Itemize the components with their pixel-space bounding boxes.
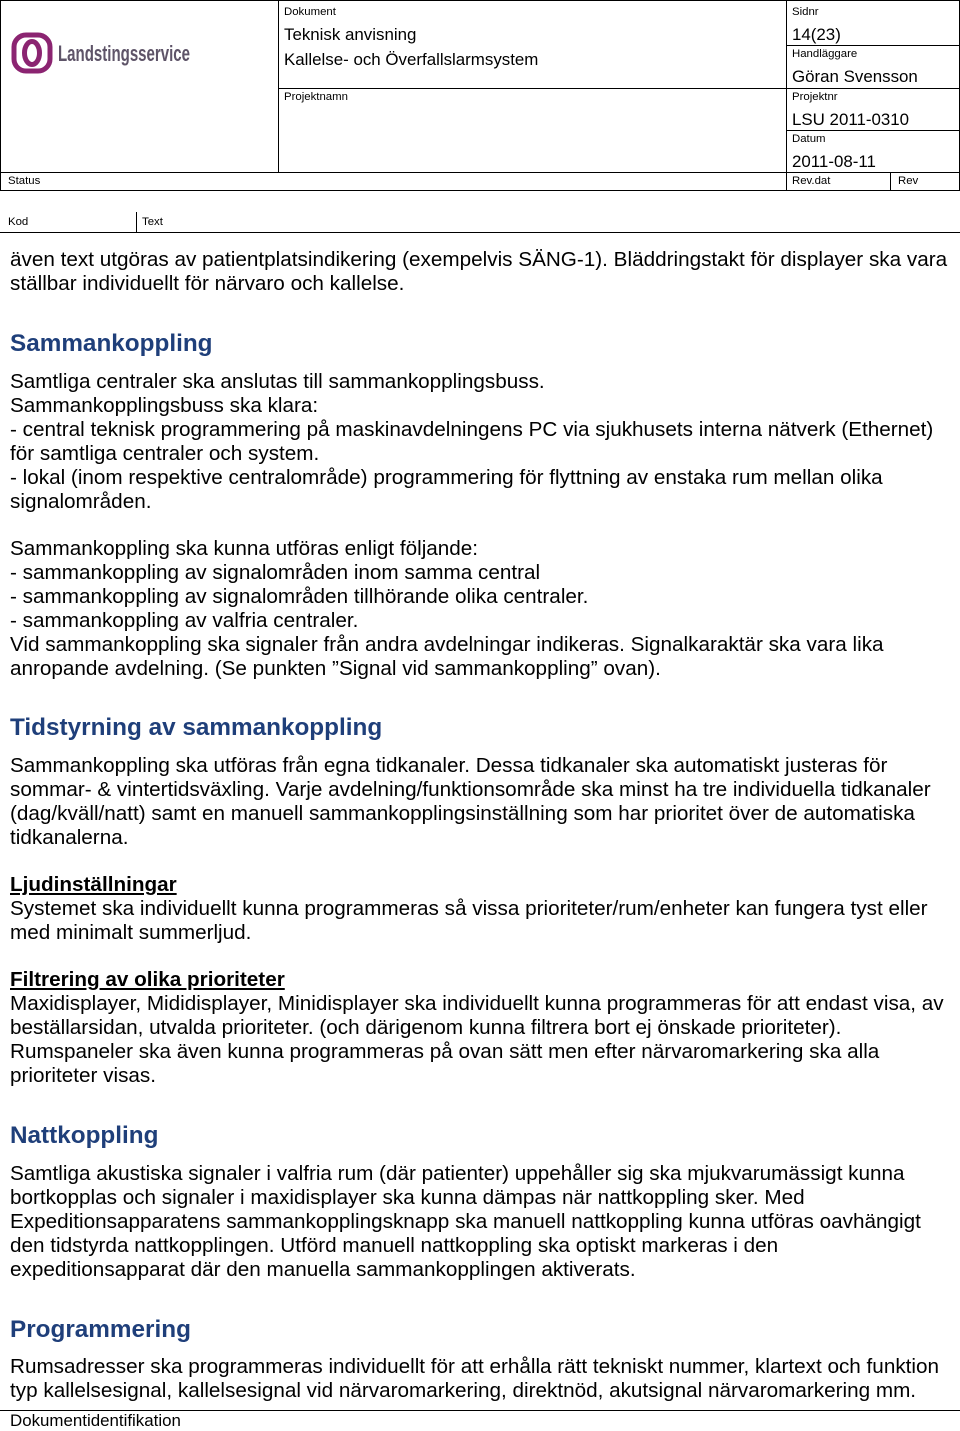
header-top-border	[0, 0, 960, 1]
text-line: - sammankoppling av valfria centraler.	[10, 609, 359, 632]
status-row-top	[0, 172, 960, 173]
text-line: den tidstyrda nattkopplingen. Utförd manuell nattkoppling ska optiskt markeras i den	[10, 1234, 779, 1257]
paragraph-intro	[10, 248, 955, 296]
section-heading-nattkoppling: Nattkoppling	[10, 1122, 159, 1149]
subheading-ljudinstallningar: Ljudinställningar	[10, 873, 177, 896]
section-heading-programmering: Programmering	[10, 1316, 191, 1343]
date-value: 2011-08-11	[792, 152, 876, 171]
document-title: Kallelse- och Överfallslarmsystem	[284, 50, 539, 69]
section-heading-sammankoppling: Sammankoppling	[10, 330, 213, 357]
revision-date-label: Rev.dat	[792, 175, 831, 187]
rev-column-divider	[890, 172, 891, 190]
subheading-filtrering: Filtrering av olika prioriteter	[10, 968, 285, 991]
logo	[10, 30, 200, 78]
logo-column-divider	[278, 0, 279, 172]
text-line: tidkanalerna.	[10, 826, 129, 849]
text-line: Sammankoppling ska utföras från egna tidkanaler. Dessa tidkanaler ska automatiskt justeras för	[10, 754, 888, 777]
text-line: - lokal (inom respektive centralområde) programmering för flyttning av enstaka rum mellan olika	[10, 466, 883, 489]
text-line: ställbar individuellt för närvaro och kallelse.	[10, 272, 405, 295]
text-line: Sammankopplingsbuss ska klara:	[10, 394, 319, 417]
text-line: Samtliga akustiska signaler i valfria rum (där patienter) uppehåller sig ska mjukvarumässigt kunna	[10, 1162, 905, 1185]
paragraph	[10, 1355, 955, 1403]
paragraph	[10, 1162, 955, 1282]
project-name-label: Projektnamn	[284, 91, 348, 103]
text-line: Expeditionsapparatens sammankopplingsknapp ska manuell nattkoppling kunna utföras oavhängigt	[10, 1210, 921, 1233]
text-line: - sammankoppling av signalområden inom samma central	[10, 561, 541, 584]
status-row-bottom	[0, 190, 960, 191]
text-line: (dag/kväll/natt) samt en manuell sammankopplingsinställning som har prioritet över de automatiska	[10, 802, 915, 825]
page-number: 14(23)	[792, 25, 841, 44]
text-column-label: Text	[142, 216, 163, 228]
document-type: Teknisk anvisning	[284, 25, 417, 44]
text-line: för samtliga centraler och system.	[10, 442, 320, 465]
handler-name: Göran Svensson	[792, 67, 918, 86]
section-heading-tidstyrning: Tidstyrning av sammankoppling	[10, 714, 383, 741]
text-line: även text utgöras av patientplatsindikering (exempelvis SÄNG-1). Bläddringstakt för displayer ska vara	[10, 248, 948, 271]
header-left-border	[0, 0, 1, 190]
text-line: bortkopplas och signaler i maxidisplayer ska kunna dämpas när nattkoppling sker. Med	[10, 1186, 805, 1209]
text-line: Systemet ska individuellt kunna programmeras så vissa prioriteter/rum/enheter kan fungera tyst eller	[10, 897, 928, 920]
revision-label: Rev	[898, 175, 919, 187]
header-mid-divider	[278, 88, 960, 89]
text-line: Rumspaneler ska även kunna programmeras på ovan sätt men efter närvaromarkering ska alla	[10, 1040, 880, 1063]
paragraph-filtrering	[10, 968, 955, 1088]
paragraph	[10, 537, 955, 681]
paragraph-ljudinstallningar	[10, 873, 955, 945]
code-row-bottom	[0, 232, 960, 233]
text-line: signalområden.	[10, 490, 152, 513]
text-line: anropande avdelning. (Se punkten ”Signal vid sammankoppling” ovan).	[10, 657, 661, 680]
logo-text: Landstingsservice	[58, 41, 190, 66]
text-line: beställarsidan, utvalda prioriteter. (och därigenom kunna filtrera bort ej önskade prioriteter).	[10, 1016, 842, 1039]
paragraph	[10, 754, 955, 850]
text-line: Samtliga centraler ska anslutas till sammankopplingsbuss.	[10, 370, 545, 393]
text-line: typ kallelsesignal, kallelsesignal vid närvaromarkering, direktnöd, akutsignal närvaromarkering mm.	[10, 1379, 917, 1402]
text-line: Vid sammankoppling ska signaler från andra avdelningar indikeras. Signalkaraktär ska vara lika	[10, 633, 884, 656]
text-line: Maxidisplayer, Mididisplayer, Minidisplayer ska individuellt kunna programmeras för att endast visa, av	[10, 992, 944, 1015]
text-line: sommar- & vintertidsväxling. Varje avdelning/funktionsområde ska minst ha tre individuella tidkanaler	[10, 778, 931, 801]
text-line: - central teknisk programmering på maskinavdelningens PC via sjukhusets interna nätverk (Ethernet)	[10, 418, 934, 441]
text-line: prioriteter visas.	[10, 1064, 157, 1087]
page-number-label: Sidnr	[792, 6, 819, 18]
logo-symbol-icon	[14, 35, 50, 71]
text-line: expeditionsapparat där den manuella sammankopplingen aktiverats.	[10, 1258, 636, 1281]
handler-label: Handläggare	[792, 48, 858, 60]
project-number-label: Projektnr	[792, 91, 838, 103]
right-cell-divider	[786, 45, 960, 46]
text-line: - sammankoppling av signalområden tillhörande olika centraler.	[10, 585, 589, 608]
status-label: Status	[8, 175, 41, 187]
text-line: med minimalt summerljud.	[10, 921, 252, 944]
text-line: Sammankoppling ska kunna utföras enligt följande:	[10, 537, 479, 560]
right-column-divider	[786, 0, 787, 190]
right-cell-divider	[786, 130, 960, 131]
paragraph	[10, 370, 955, 514]
date-label: Datum	[792, 133, 826, 145]
document-label: Dokument	[284, 6, 336, 18]
code-text-divider	[136, 212, 137, 232]
text-line: Rumsadresser ska programmeras individuellt för att erhålla rätt tekniskt nummer, klartext och funktion	[10, 1355, 940, 1378]
code-column-label: Kod	[8, 216, 29, 228]
document-identification-label: Dokumentidentifikation	[10, 1411, 181, 1430]
project-number: LSU 2011-0310	[792, 110, 910, 129]
